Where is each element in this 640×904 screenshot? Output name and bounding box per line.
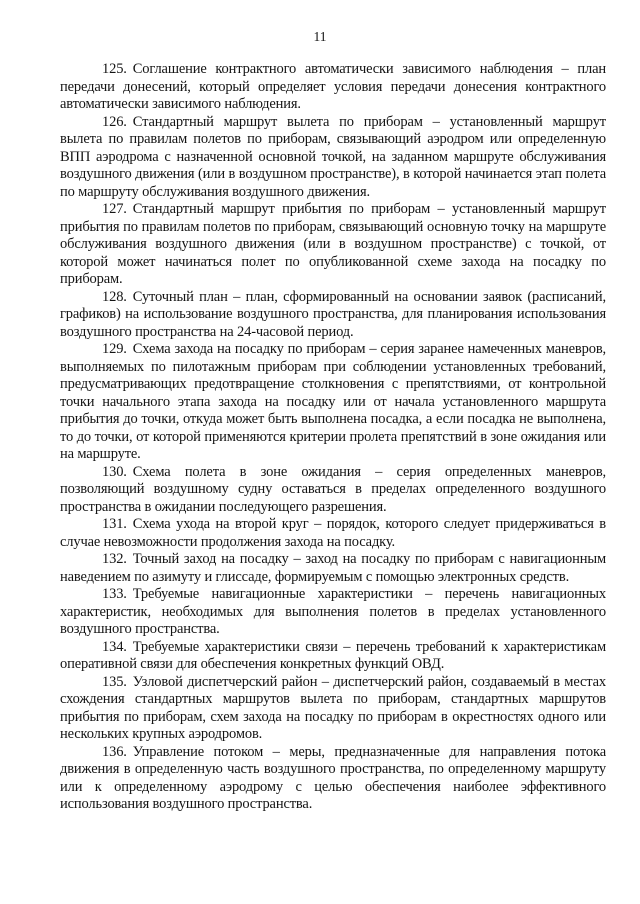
paragraph-126 bbox=[60, 114, 606, 202]
paragraph-text: Точный заход на посадку – заход на посадку по приборам с навигационным наведением по азимуту и глиссаде, формируемым с помощью электронных средств. bbox=[60, 551, 606, 585]
paragraph-128 bbox=[60, 289, 606, 342]
paragraph-text: Стандартный маршрут вылета по приборам – установленный маршрут вылета по правилам полетов по приборам, связывающий аэродром или определенную ВПП аэродрома с назначенной основной точкой, на заданном маршруте обслуживания воздушного движения (или в воздушном пространстве), в которой начинается этап полета по маршруту обслуживания воздушного движения. bbox=[60, 113, 606, 200]
paragraph-number: 127. bbox=[102, 201, 127, 217]
paragraph-129 bbox=[60, 341, 606, 464]
paragraph-132 bbox=[60, 551, 606, 586]
paragraph-136 bbox=[60, 744, 606, 814]
paragraph-number: 128. bbox=[102, 288, 127, 305]
paragraph-127 bbox=[60, 201, 606, 289]
paragraph-number: 135. bbox=[102, 673, 127, 690]
paragraph-125 bbox=[60, 61, 606, 114]
paragraph-131 bbox=[60, 516, 606, 551]
paragraph-text: Узловой диспетчерский район – диспетчерский район, создаваемый в местах схождения стандартных маршрутов вылета по приборам, стандартных маршрутов прибытия по приборам, схем захода на посадку по приборам в окрестностях одного или нескольких крупных аэродромов. bbox=[60, 673, 606, 742]
page-number: 11 bbox=[313, 29, 327, 44]
document-body bbox=[60, 61, 606, 814]
paragraph-text: Схема полета в зоне ожидания – серия определенных маневров, позволяющий воздушному судну оставаться в пределах определенного воздушного пространства в ожидании последующего разрешения. bbox=[60, 463, 606, 515]
paragraph-134 bbox=[60, 639, 606, 674]
paragraph-text: Схема ухода на второй круг – порядок, которого следует придерживаться в случае невозможности продолжения захода на посадку. bbox=[60, 516, 606, 550]
paragraph-number: 125. bbox=[102, 61, 127, 77]
paragraph-text: Требуемые навигационные характеристики – перечень навигационных характеристик, необходимых для выполнения полетов в пределах установленного воздушного пространства. bbox=[60, 586, 606, 637]
paragraph-text: Соглашение контрактного автоматически зависимого наблюдения – план передачи донесений, который определяет условия передачи донесения контрактного автоматически зависимого наблюдения. bbox=[60, 61, 606, 112]
paragraph-text: Схема захода на посадку по приборам – серия заранее намеченных маневров, выполняемых по пилотажным приборам при соблюдении установленных требований, предусматривающих предотвращение столкновения с препятствиями, от контрольной точки начального этапа захода на посадку или от начала установленного маршрута прибытия до точки, откуда может быть выполнена посадка, а если посадка не выполнена, то до точки, от которой применяются критерии пролета препятствий в зоне ожидания или на маршруте. bbox=[60, 341, 606, 462]
paragraph-text: Суточный план – план, сформированный на основании заявок (расписаний, графиков) на использование воздушного пространства, для планирования использования воздушного пространства на 24-часовой период. bbox=[60, 288, 606, 340]
paragraph-number: 136. bbox=[102, 743, 127, 760]
paragraph-number: 129. bbox=[102, 341, 127, 357]
paragraph-text: Требуемые характеристики связи – перечень требований к характеристикам оперативной связи для обеспечения конкретных функций ОВД. bbox=[60, 638, 606, 672]
paragraph-number: 131. bbox=[102, 516, 127, 532]
paragraph-text: Стандартный маршрут прибытия по приборам – установленный маршрут прибытия по правилам полетов по приборам, связывающий основную точку на маршруте обслуживания воздушного движения (или в воздушном пространстве) с точкой, от которой может начинаться полет по опубликованной схеме захода на посадку по приборам. bbox=[60, 201, 606, 287]
paragraph-130 bbox=[60, 464, 606, 517]
paragraph-text: Управление потоком – меры, предназначенные для направления потока движения в определенную часть воздушного пространства, по определенному маршруту или к определенному аэродрому с целью обеспечения наиболее эффективного использования воздушного пространства. bbox=[60, 743, 606, 812]
paragraph-number: 133. bbox=[102, 586, 127, 602]
paragraph-number: 134. bbox=[102, 638, 127, 655]
paragraph-135 bbox=[60, 674, 606, 744]
paragraph-number: 132. bbox=[102, 551, 127, 567]
paragraph-number: 126. bbox=[102, 113, 127, 130]
paragraph-number: 130. bbox=[102, 463, 127, 480]
paragraph-133 bbox=[60, 586, 606, 639]
